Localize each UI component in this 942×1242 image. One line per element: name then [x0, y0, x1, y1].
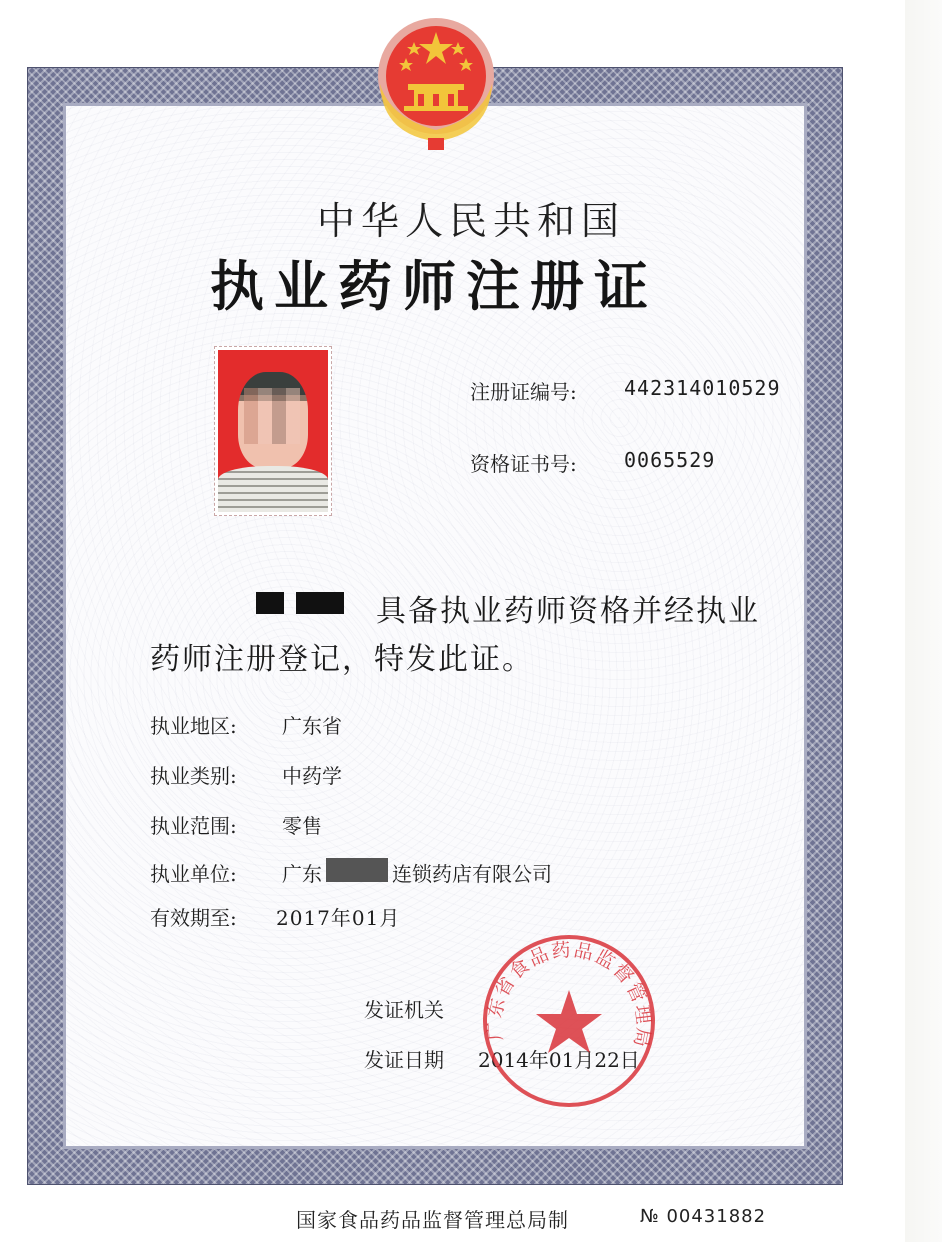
certificate-title: 执业药师注册证	[210, 255, 658, 318]
statement-line-1: 具备执业药师资格并经执业	[376, 594, 760, 629]
redacted-name-part	[296, 592, 344, 614]
qualification-number-label: 资格证书号:	[470, 452, 577, 476]
holder-photo	[214, 346, 332, 516]
issue-date-value: 2014年01月22日	[478, 1048, 640, 1072]
serial-number: № 00431882	[640, 1206, 767, 1227]
valid-until-label: 有效期至:	[150, 906, 237, 930]
unit-value-suffix: 连锁药店有限公司	[392, 862, 552, 886]
region-label: 执业地区:	[150, 714, 237, 738]
country-title: 中华人民共和国	[316, 199, 625, 243]
photo-shirt	[218, 466, 328, 512]
photo-pixelation	[244, 388, 300, 444]
svg-text:广东省食品药品监督管理局: 广东省食品药品监督管理局	[483, 938, 655, 1051]
valid-until-value: 2017年01月	[276, 906, 401, 930]
statement-line-2: 药师注册登记，特发此证。	[150, 642, 534, 677]
redacted-name-part	[256, 592, 284, 614]
issuing-authority-label: 发证机关	[364, 998, 444, 1022]
scope-label: 执业范围:	[150, 814, 237, 838]
national-emblem-icon	[370, 14, 502, 152]
category-label: 执业类别:	[150, 764, 237, 788]
issue-date-label: 发证日期	[364, 1048, 444, 1072]
official-seal-icon	[480, 932, 658, 1110]
qualification-number-value: 0065529	[624, 448, 716, 472]
unit-value-prefix: 广东	[282, 862, 322, 886]
redacted-unit-name	[326, 858, 388, 882]
unit-label: 执业单位:	[150, 862, 237, 886]
category-value: 中药学	[282, 764, 342, 788]
registration-number-label: 注册证编号:	[470, 380, 577, 404]
region-value: 广东省	[282, 714, 342, 738]
photo-background	[218, 350, 328, 512]
scan-edge	[905, 0, 942, 1242]
scope-value: 零售	[282, 814, 322, 838]
issuer-footer: 国家食品药品监督管理总局制	[296, 1208, 569, 1232]
registration-number-value: 442314010529	[624, 376, 781, 400]
